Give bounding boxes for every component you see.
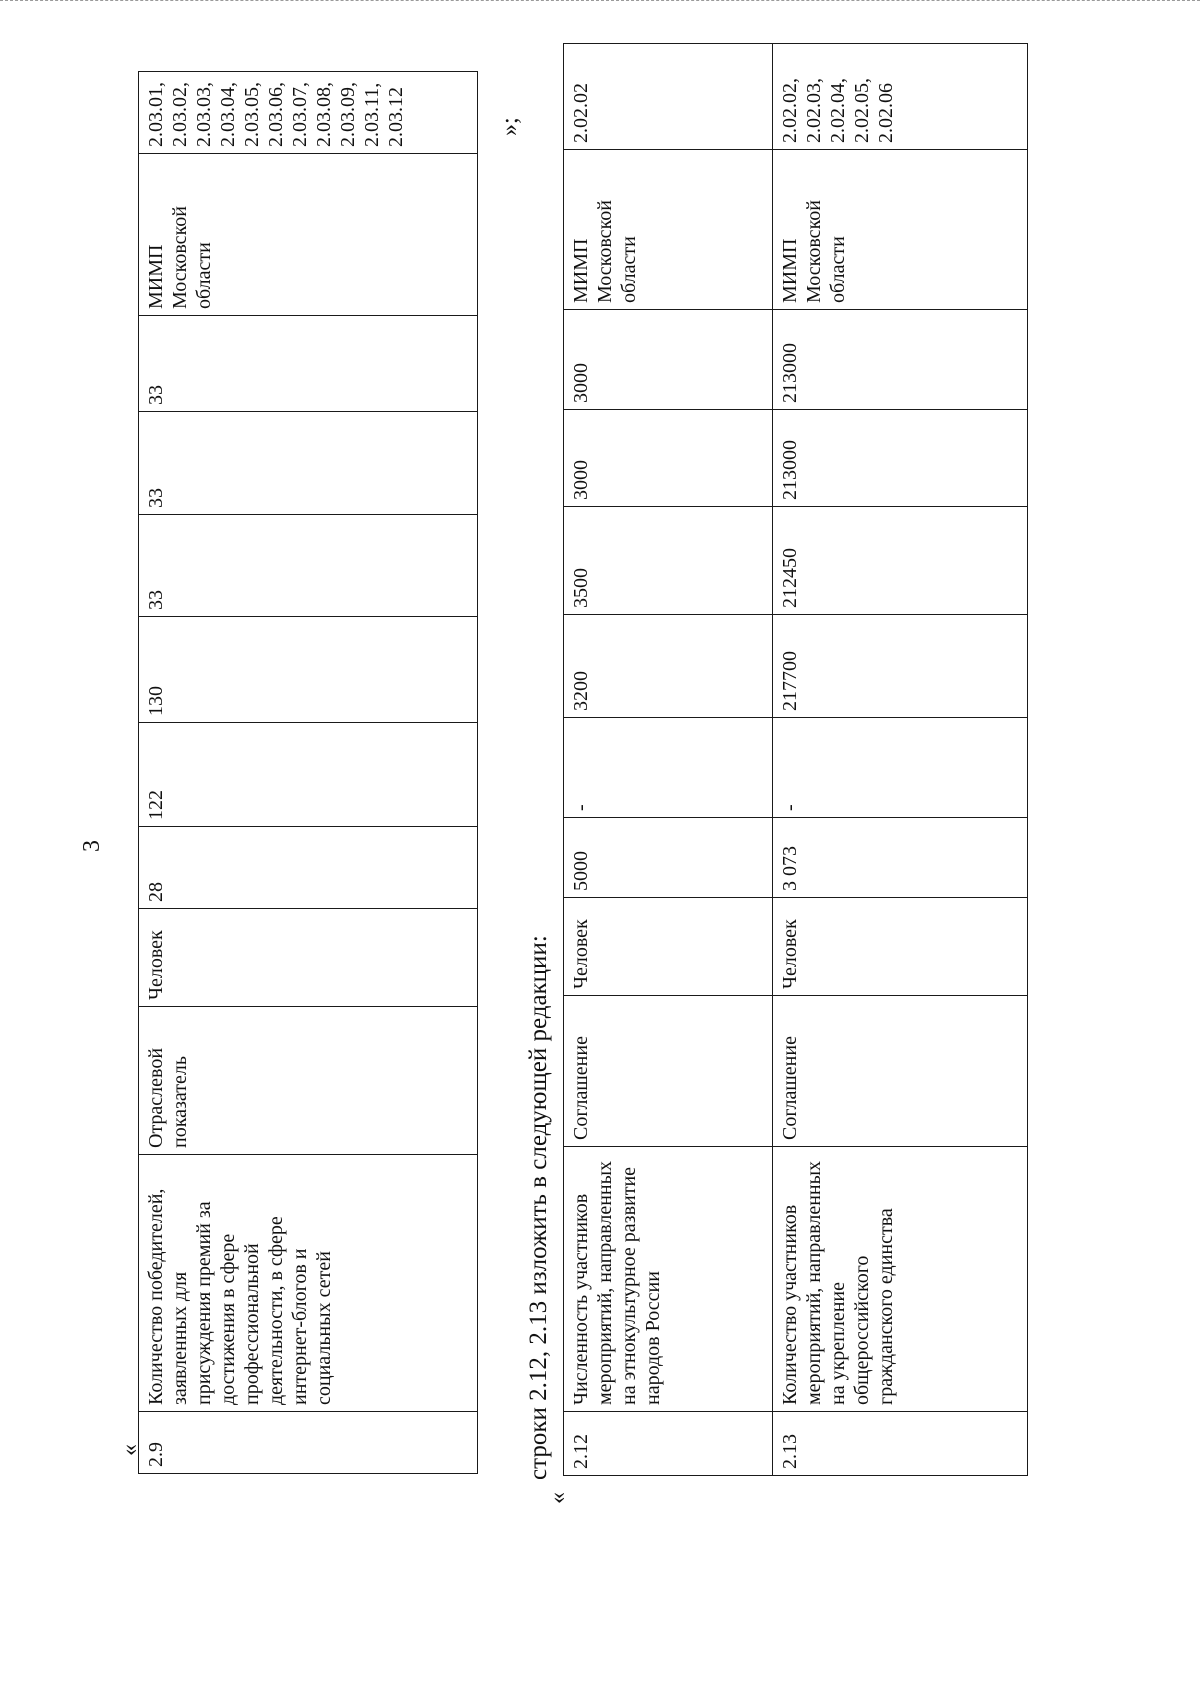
cell-unit: Человек (772, 898, 1027, 996)
cell-value: 3000 (564, 410, 773, 507)
cell-responsible: МИМП Московской области (772, 150, 1027, 310)
amendment-text: строки 2.12, 2.13 изложить в следующей редакции: (525, 935, 552, 1480)
cell-indicator-name: Численность участников мероприятий, направленных на этнокультурное развитие народов России (564, 1147, 773, 1412)
cell-event-codes: 2.02.02 (564, 44, 773, 150)
cell-indicator-name: Количество участников мероприятий, направленных на укрепление общероссийского гражданского единства (772, 1147, 1027, 1412)
cell-responsible: МИМП Московской области (564, 150, 773, 310)
cell-value: - (772, 718, 1027, 818)
cell-value: 130 (139, 617, 478, 723)
cell-value: 33 (139, 515, 478, 617)
cell-indicator-type: Отраслевой показатель (139, 1007, 478, 1155)
cell-base-value: 3 073 (772, 818, 1027, 898)
indicator-table-2-wrap (563, 44, 1028, 1476)
cell-value: 213000 (772, 310, 1027, 410)
cell-event-codes: 2.02.02, 2.02.03, 2.02.04, 2.02.05, 2.02.06 (772, 44, 1027, 150)
cell-number: 2.12 (564, 1412, 773, 1476)
table-row-2-9 (138, 72, 478, 1474)
cell-value: 33 (139, 316, 478, 412)
cell-value: 3000 (564, 310, 773, 410)
cell-unit: Человек (564, 898, 773, 996)
cell-event-codes: 2.03.01, 2.03.02, 2.03.03, 2.03.04, 2.03.05, 2.03.06, 2.03.07, 2.03.08, 2.03.09, 2.03.11, 2.03.12 (139, 72, 478, 154)
cell-value: 3500 (564, 507, 773, 615)
cell-value: 33 (139, 412, 478, 515)
cell-responsible: МИМП Московской области (139, 154, 478, 316)
open-quote-2: « (545, 1492, 571, 1504)
open-quote-1: « (117, 1444, 143, 1456)
cell-unit: Человек (139, 909, 478, 1007)
cell-value: 122 (139, 723, 478, 827)
cell-value: - (564, 718, 773, 818)
cell-indicator-name: Количество победителей, заявленных для присуждения премий за достижения в сфере профессиональной деятельности, в сфере интернет-блогов и социальных сетей (139, 1155, 478, 1412)
indicator-table-1 (138, 71, 478, 1474)
indicator-table-2 (563, 43, 1028, 1476)
scan-edge (0, 0, 1200, 4)
cell-value: 212450 (772, 507, 1027, 615)
table-row (139, 72, 478, 1474)
cell-indicator-type: Соглашение (772, 996, 1027, 1147)
cell-number: 2.13 (772, 1412, 1027, 1476)
table-row (772, 44, 1027, 1476)
cell-base-value: 5000 (564, 818, 773, 898)
cell-indicator-type: Соглашение (564, 996, 773, 1147)
cell-number: 2.9 (139, 1412, 478, 1474)
close-quote: »; (497, 117, 523, 136)
cell-base-value: 28 (139, 827, 478, 909)
cell-value: 213000 (772, 410, 1027, 507)
cell-value: 217700 (772, 615, 1027, 718)
cell-value: 3200 (564, 615, 773, 718)
page-number: 3 (79, 840, 105, 852)
table-row (564, 44, 773, 1476)
